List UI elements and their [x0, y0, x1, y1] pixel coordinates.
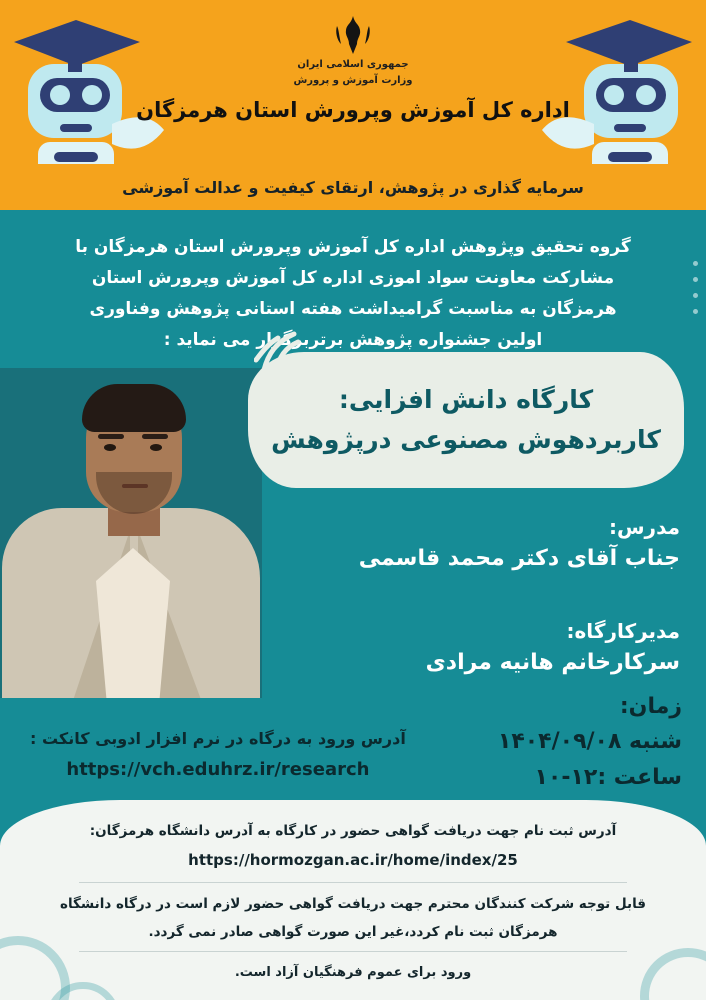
manager-block	[426, 616, 680, 680]
iran-emblem-icon	[0, 14, 706, 56]
organization-title: اداره کل آموزش وپرورش استان هرمزگان	[136, 98, 570, 122]
entry-link-block	[30, 726, 406, 784]
slogan-text: سرمایه گذاری در پژوهش، ارتقای کیفیت و عدالت آموزشی	[122, 177, 584, 197]
intro-line-2: مشارکت معاونت سواد اموزی اداره کل آموزش وپرورش استان	[91, 268, 615, 288]
event-hour: ساعت :۱۲-۱۰	[534, 765, 682, 790]
decorative-dots	[672, 250, 698, 340]
divider	[79, 882, 628, 883]
sparkle-icon	[254, 330, 302, 374]
instructor-role-label: مدرس:	[608, 515, 680, 539]
slogan-band	[0, 164, 706, 210]
intro-line-3: هرمزگان به مناسبت گرامیداشت هفته استانی پژوهش وفناوری	[89, 299, 617, 319]
footer-text: ورود برای عموم فرهنگیان آزاد است.	[234, 965, 472, 980]
ministry-line-1: جمهوری اسلامی ایران	[297, 59, 409, 70]
time-block	[498, 690, 682, 796]
speaker-photo	[0, 368, 262, 698]
time-label: زمان:	[619, 694, 682, 719]
workshop-title-card	[248, 352, 684, 488]
intro-line-1: گروه تحقیق وپژوهش اداره کل آموزش وپرورش استان هرمزگان با	[75, 237, 631, 257]
register-url[interactable]: https://hormozgan.ac.ir/home/index/25	[188, 851, 518, 869]
instructor-block	[359, 512, 680, 576]
manager-role-label: مدیرکارگاه:	[566, 619, 680, 643]
poster-header	[0, 0, 706, 210]
divider-2	[79, 951, 628, 952]
workshop-title-line-2: کاربردهوش مصنوعی درپژوهش	[271, 425, 661, 454]
ministry-line-2: وزارت آموزش و پرورش	[293, 75, 413, 86]
intro-paragraph	[0, 210, 706, 364]
event-date: شنبه ۱۴۰۴/۰۹/۰۸	[497, 729, 682, 754]
manager-name: سرکارخانم هانیه مرادی	[425, 650, 680, 675]
intro-line-4: اولین جشنواره پژوهش برتربرگزار می نماید :	[163, 330, 543, 350]
entry-link-label: آدرس ورود به درگاه در نرم افزار ادوبی کانکت :	[30, 729, 406, 748]
footer-panel	[0, 800, 706, 1000]
decorative-circle-3	[640, 948, 706, 1000]
entry-link-url[interactable]: https://vch.eduhrz.ir/research	[66, 759, 370, 780]
notice-line-2: هرمزگان ثبت نام کردد،غیر این صورت گواهی صادر نمی گردد.	[148, 924, 558, 940]
workshop-title-line-1: کارگاه دانش افزایی:	[338, 385, 594, 414]
register-label: آدرس ثبت نام جهت دریافت گواهی حضور در کارگاه به آدرس دانشگاه هرمزگان:	[89, 823, 617, 839]
notice-line-1: قابل توجه شرکت کنندگان محترم جهت دریافت گواهی حضور لازم است در درگاه دانشگاه	[60, 896, 646, 912]
instructor-name: جناب آقای دکتر محمد قاسمی	[358, 546, 680, 571]
